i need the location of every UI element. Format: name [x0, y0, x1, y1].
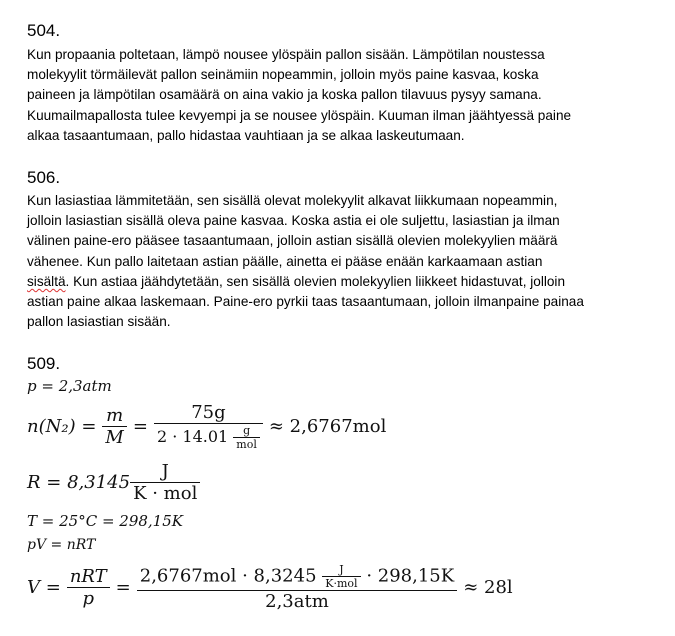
molar-mass-value: 2 · 14.01	[156, 427, 229, 446]
unit-numerator: J	[339, 563, 344, 576]
text-line: alkaa tasaantumaan, pallo hidastaa vauhtiaan ja se alkaa laskeutumaan.	[27, 127, 465, 143]
section-504-number: 504.	[27, 21, 61, 40]
unit-numerator: J	[161, 461, 169, 482]
text-line	[27, 272, 657, 292]
moles-equation	[27, 402, 386, 451]
text-line: molekyylit törmäilevät pallon seinämiin nopeammin, jolloin myös paine kasvaa, koska	[27, 67, 539, 83]
text-line: Kun propaania poltetaan, lämpö nousee ylöspäin pallon sisään. Lämpötilan noustessa	[27, 47, 545, 62]
unit-denominator: K · mol	[130, 482, 200, 504]
m-over-M-fraction	[102, 405, 126, 448]
gas-constant-equation	[27, 461, 200, 504]
volume-lhs: V =	[27, 577, 61, 598]
text-segment: . Kun astiaa jäähdytetään, sen sisällä olevien molekyylien liikkeet hidastuvat, jolloin	[65, 273, 566, 289]
volume-equation	[27, 563, 513, 612]
text-line: pallon lasiastian sisään.	[27, 314, 171, 330]
fraction-numerator: nRT	[69, 566, 107, 587]
temperature-equation: T = 25°C = 298,15K	[27, 512, 183, 530]
mass-over-molar-mass-fraction	[154, 402, 263, 451]
moles-result: ≈ 2,6767mol	[268, 416, 387, 437]
fraction-numerator: m	[106, 405, 124, 426]
unit-denominator: K·mol	[322, 576, 360, 590]
text-line: astian paine alkaa laskemaan. Paine-ero pyrkii taas tasaantumaan, jolloin ilmanpaine painaa	[27, 294, 584, 310]
gas-constant-unit	[130, 461, 200, 504]
volume-calculation-fraction	[137, 563, 457, 612]
text-line: välinen paine-ero pääsee tasaantumaan, jolloin astian sisällä olevien molekyylien määrä	[27, 233, 558, 249]
fraction-numerator: 75g	[191, 402, 226, 423]
nRT-over-p-fraction	[67, 566, 110, 609]
fraction-denominator: p	[67, 587, 110, 609]
numerator-part: · 298,15K	[366, 565, 455, 587]
ideal-gas-law: pV = nRT	[27, 537, 96, 553]
gas-constant-lhs: R = 8,3145	[27, 472, 131, 493]
j-per-k-mol-unit	[322, 563, 360, 590]
section-506-number: 506.	[27, 168, 61, 187]
fraction-denominator: 2,3atm	[137, 590, 457, 612]
section-509-number: 509.	[27, 354, 61, 373]
equals-sign: =	[115, 577, 131, 598]
numerator-part: 2,6767mol · 8,3245	[139, 565, 317, 587]
text-line: Kuumailmapallosta tulee kevyempi ja se nousee ylöspäin. Kuuman ilman jäähtyessä paine	[27, 107, 572, 123]
fraction-denominator: M	[102, 426, 126, 448]
g-per-mol-unit	[233, 424, 260, 451]
section-506-text	[27, 191, 657, 332]
text-line: paineen ja lämpötilan osamäärä on aina vakio ja koska pallon tilavuus pysyy samana.	[27, 87, 542, 103]
text-line: vähenee. Kun pallo laitetaan astian päälle, ainetta ei pääse enään karkaamaan astian	[27, 253, 543, 269]
moles-lhs: n(N₂) =	[27, 416, 97, 437]
unit-denominator: mol	[233, 437, 260, 451]
equals-sign: =	[132, 416, 148, 437]
unit-numerator: g	[243, 424, 251, 437]
section-504-text	[27, 45, 657, 146]
text-line: jolloin lasiastian sisällä oleva paine kasvaa. Koska astia ei ole suljettu, lasiastian ja ilman	[27, 213, 560, 229]
pressure-equation: p = 2,3atm	[27, 377, 112, 395]
volume-result: ≈ 28l	[463, 577, 513, 598]
spellcheck-word: sisältä	[27, 273, 66, 289]
text-line: Kun lasiastiaa lämmitetään, sen sisällä olevat molekyylit alkavat liikkumaan nopeammin,	[27, 193, 558, 208]
